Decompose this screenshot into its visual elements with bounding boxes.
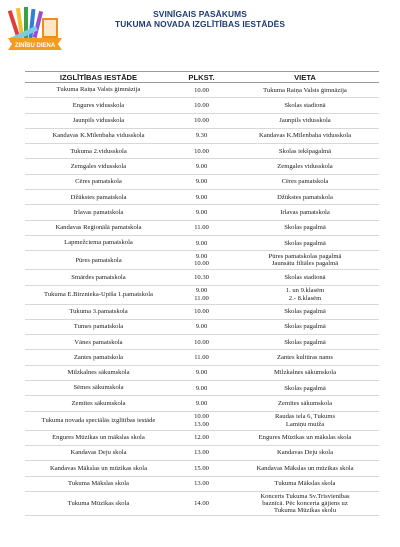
place-cell bbox=[231, 251, 379, 270]
time-line: 15.00 bbox=[194, 464, 209, 472]
time-line: 9.00 bbox=[195, 163, 208, 171]
place-cell bbox=[231, 190, 379, 205]
column-header-time: PLKST. bbox=[172, 72, 231, 83]
place-cell bbox=[231, 205, 379, 220]
place-line: Skolas pagalmā bbox=[284, 323, 326, 331]
table-row bbox=[25, 205, 379, 220]
place-cell bbox=[231, 128, 379, 143]
school-name-cell: Pūres pamatskola bbox=[25, 251, 172, 270]
header-title: SVINĪGAIS PASĀKUMS bbox=[153, 9, 247, 19]
table-row bbox=[25, 350, 379, 365]
place-line: 1. un 9.klasēm bbox=[285, 287, 325, 295]
time-cell bbox=[172, 365, 231, 380]
table-row bbox=[25, 113, 379, 128]
table-row bbox=[25, 190, 379, 205]
time-line: 9.00 bbox=[195, 193, 208, 201]
school-name-cell: Lapmežciema pamatskola bbox=[25, 235, 172, 250]
place-line: 2.- 8.klasēm bbox=[288, 294, 322, 302]
time-line: 10.30 bbox=[194, 273, 209, 281]
place-line: Tukuma Mākslas skola bbox=[274, 480, 336, 488]
time-line: 9.00 bbox=[195, 208, 208, 216]
school-name-cell: Sēmes sākumskola bbox=[25, 381, 172, 396]
time-line: 10.00 bbox=[194, 338, 209, 346]
time-line: 13.00 bbox=[194, 420, 209, 428]
time-cell bbox=[172, 205, 231, 220]
time-cell bbox=[172, 251, 231, 270]
school-name-cell: Tukuma 2.vidusskola bbox=[25, 144, 172, 159]
time-line: 9.00 bbox=[195, 253, 208, 261]
table-row bbox=[25, 235, 379, 250]
place-line: Skolas pagalmā bbox=[284, 224, 326, 232]
time-cell bbox=[172, 285, 231, 304]
time-cell bbox=[172, 83, 231, 98]
school-name-cell: Zemgales vidusskola bbox=[25, 159, 172, 174]
time-line: 13.00 bbox=[194, 480, 209, 488]
school-name-cell: Kandavas Deju skola bbox=[25, 445, 172, 460]
column-header-place: VIETA bbox=[231, 72, 379, 83]
school-name-cell: Tukuma E.Birznieka-Upīša 1.pamatskola bbox=[25, 285, 172, 304]
table-row bbox=[25, 381, 379, 396]
page-header bbox=[0, 9, 400, 29]
time-cell bbox=[172, 350, 231, 365]
place-cell bbox=[231, 365, 379, 380]
place-line: Lamiņu muiža bbox=[285, 420, 325, 428]
table-row bbox=[25, 430, 379, 445]
table-row bbox=[25, 128, 379, 143]
school-name-cell: Irlavas pamatskola bbox=[25, 205, 172, 220]
table-row bbox=[25, 476, 379, 491]
place-cell bbox=[231, 461, 379, 476]
time-line: 10.00 bbox=[194, 413, 209, 421]
time-cell bbox=[172, 319, 231, 334]
table-row bbox=[25, 285, 379, 304]
place-cell bbox=[231, 83, 379, 98]
place-line: Engures Mūzikas un mākslas skola bbox=[258, 434, 352, 442]
school-name-cell: Zantes pamatskola bbox=[25, 350, 172, 365]
time-line: 9.00 bbox=[195, 178, 208, 186]
table-row bbox=[25, 159, 379, 174]
school-name-cell: Tukuma 3.pamatskola bbox=[25, 304, 172, 319]
place-line: Skolas iekšpagalmā bbox=[278, 147, 332, 155]
place-line: Milzkalnes sākumskola bbox=[273, 369, 337, 377]
place-line: Pūres pamatskolas pagalmā bbox=[268, 253, 342, 261]
place-line: Cēres pamatskola bbox=[281, 178, 329, 186]
time-line: 9.00 bbox=[195, 399, 208, 407]
time-line: 10.00 bbox=[194, 260, 209, 268]
place-line: Skolas pagalmā bbox=[284, 338, 326, 346]
place-cell bbox=[231, 396, 379, 411]
place-line: Kandavas K.Mīlenbaha vidusskola bbox=[258, 132, 352, 140]
time-cell bbox=[172, 461, 231, 476]
table-row bbox=[25, 396, 379, 411]
time-cell bbox=[172, 113, 231, 128]
time-cell bbox=[172, 128, 231, 143]
place-line: Skolas stadionā bbox=[284, 101, 326, 109]
place-cell bbox=[231, 98, 379, 113]
place-cell bbox=[231, 285, 379, 304]
place-line: Tukuma Raiņa Valsts ģimnāzija bbox=[263, 86, 347, 94]
place-cell bbox=[231, 319, 379, 334]
place-cell bbox=[231, 445, 379, 460]
time-line: 9.00 bbox=[195, 287, 208, 295]
place-line: Koncerts Tukuma Sv.Trīsvienības bbox=[260, 492, 350, 500]
school-name-cell: Tukuma Mākslas skola bbox=[25, 476, 172, 491]
time-line: 9.00 bbox=[195, 323, 208, 331]
place-line: Skolas pagalmā bbox=[284, 308, 326, 316]
time-line: 11.00 bbox=[194, 354, 209, 361]
school-name-cell: Smārdes pamatskola bbox=[25, 270, 172, 285]
time-cell bbox=[172, 396, 231, 411]
time-line: 9.00 bbox=[195, 384, 208, 392]
place-cell bbox=[231, 220, 379, 235]
school-name-cell: Vānes pamatskola bbox=[25, 335, 172, 350]
place-cell bbox=[231, 350, 379, 365]
school-name-cell: Tukuma novada speciālās izglītības iestāde bbox=[25, 411, 172, 430]
time-line: 14.00 bbox=[194, 499, 209, 507]
table-row bbox=[25, 270, 379, 285]
time-cell bbox=[172, 190, 231, 205]
place-line: Skolas pagalmā bbox=[284, 384, 326, 392]
school-name-cell: Engures Mūzikas un mākslas skola bbox=[25, 430, 172, 445]
school-name-cell: Milzkalnes sākumskola bbox=[25, 365, 172, 380]
table-row bbox=[25, 83, 379, 98]
place-cell bbox=[231, 335, 379, 350]
time-cell bbox=[172, 174, 231, 189]
time-line: 10.00 bbox=[194, 86, 209, 94]
table-row bbox=[25, 335, 379, 350]
place-cell bbox=[231, 476, 379, 491]
table-row bbox=[25, 220, 379, 235]
place-cell bbox=[231, 381, 379, 396]
time-line: 10.00 bbox=[194, 147, 209, 155]
table-row bbox=[25, 365, 379, 380]
place-line: Raudas iela 6, Tukums bbox=[274, 413, 336, 421]
school-name-cell: Kandavas Mākslas un mūzikas skola bbox=[25, 461, 172, 476]
time-cell bbox=[172, 491, 231, 515]
time-cell bbox=[172, 411, 231, 430]
place-cell bbox=[231, 411, 379, 430]
time-line: 9.30 bbox=[195, 132, 208, 140]
time-cell bbox=[172, 98, 231, 113]
time-line: 10.00 bbox=[194, 308, 209, 316]
place-cell bbox=[231, 174, 379, 189]
school-name-cell: Tukuma Mūzikas skola bbox=[25, 491, 172, 515]
school-name-cell: Zemītes sākumskola bbox=[25, 396, 172, 411]
time-line: 11.00 bbox=[194, 224, 209, 232]
place-line: Zemītes sākumskola bbox=[277, 399, 333, 407]
time-line: 9.00 bbox=[195, 239, 208, 247]
place-cell bbox=[231, 304, 379, 319]
table-row bbox=[25, 445, 379, 460]
schedule-table bbox=[25, 71, 379, 516]
place-line: Kandavas Deju skola bbox=[276, 449, 334, 457]
place-line: Jaunpils vidusskola bbox=[279, 117, 331, 125]
schedule-rows bbox=[25, 83, 379, 516]
table-row bbox=[25, 251, 379, 270]
time-cell bbox=[172, 159, 231, 174]
school-name-cell: Tumes pamatskola bbox=[25, 319, 172, 334]
school-name-cell: Kandavas Reģionālā pamatskola bbox=[25, 220, 172, 235]
place-cell bbox=[231, 144, 379, 159]
school-name-cell: Tukuma Raiņa Valsts ģimnāzija bbox=[25, 83, 172, 98]
time-line: 12.00 bbox=[194, 434, 209, 442]
time-cell bbox=[172, 235, 231, 250]
time-cell bbox=[172, 220, 231, 235]
place-cell bbox=[231, 270, 379, 285]
school-name-cell: Kandavas K.Mīlenbaha vidusskola bbox=[25, 128, 172, 143]
time-line: 10.00 bbox=[194, 101, 209, 109]
place-line: Skolas pagalmā bbox=[284, 239, 326, 247]
time-cell bbox=[172, 381, 231, 396]
place-line: Zantes kultūras nams bbox=[276, 354, 334, 361]
column-header-school: IZGLĪTĪBAS IESTĀDE bbox=[25, 72, 172, 83]
place-line: Skolas stadionā bbox=[284, 273, 326, 281]
place-cell bbox=[231, 113, 379, 128]
time-line: 13.00 bbox=[194, 449, 209, 457]
time-line: 9.00 bbox=[195, 369, 208, 377]
place-line: Jaunsātu filiāles pagalmā bbox=[271, 260, 339, 268]
place-line: Kandavas Mākslas un mūzikas skola bbox=[256, 464, 354, 472]
table-row bbox=[25, 461, 379, 476]
table-row bbox=[25, 491, 379, 515]
table-row bbox=[25, 174, 379, 189]
time-cell bbox=[172, 445, 231, 460]
time-cell bbox=[172, 144, 231, 159]
place-cell bbox=[231, 491, 379, 515]
time-cell bbox=[172, 304, 231, 319]
place-line: Zemgales vidusskola bbox=[277, 163, 333, 171]
place-cell bbox=[231, 235, 379, 250]
time-line: 10.00 bbox=[194, 117, 209, 125]
school-name-cell: Džūkstes pamatskola bbox=[25, 190, 172, 205]
time-line: 11.00 bbox=[194, 294, 209, 302]
table-row bbox=[25, 411, 379, 430]
place-line: Džūkstes pamatskola bbox=[277, 193, 333, 201]
table-header-row bbox=[25, 72, 379, 83]
school-name-cell: Engures vidusskola bbox=[25, 98, 172, 113]
school-name-cell: Cēres pamatskola bbox=[25, 174, 172, 189]
time-cell bbox=[172, 476, 231, 491]
place-line: baznīcā. Pēc koncerta gājiens uz bbox=[262, 499, 348, 507]
place-line: Irlavas pamatskola bbox=[280, 208, 330, 216]
school-name-cell: Jaunpils vidusskola bbox=[25, 113, 172, 128]
time-cell bbox=[172, 335, 231, 350]
logo-banner-text: ZINĪBU DIENA bbox=[14, 43, 56, 49]
table-row bbox=[25, 144, 379, 159]
time-cell bbox=[172, 270, 231, 285]
place-cell bbox=[231, 159, 379, 174]
table-row bbox=[25, 98, 379, 113]
header-subtitle: TUKUMA NOVADA IZGLĪTĪBAS IESTĀDĒS bbox=[114, 19, 286, 29]
table-row bbox=[25, 319, 379, 334]
time-cell bbox=[172, 430, 231, 445]
place-cell bbox=[231, 430, 379, 445]
table-row bbox=[25, 304, 379, 319]
place-line: Tukuma Mūzikas skolu bbox=[273, 506, 337, 514]
